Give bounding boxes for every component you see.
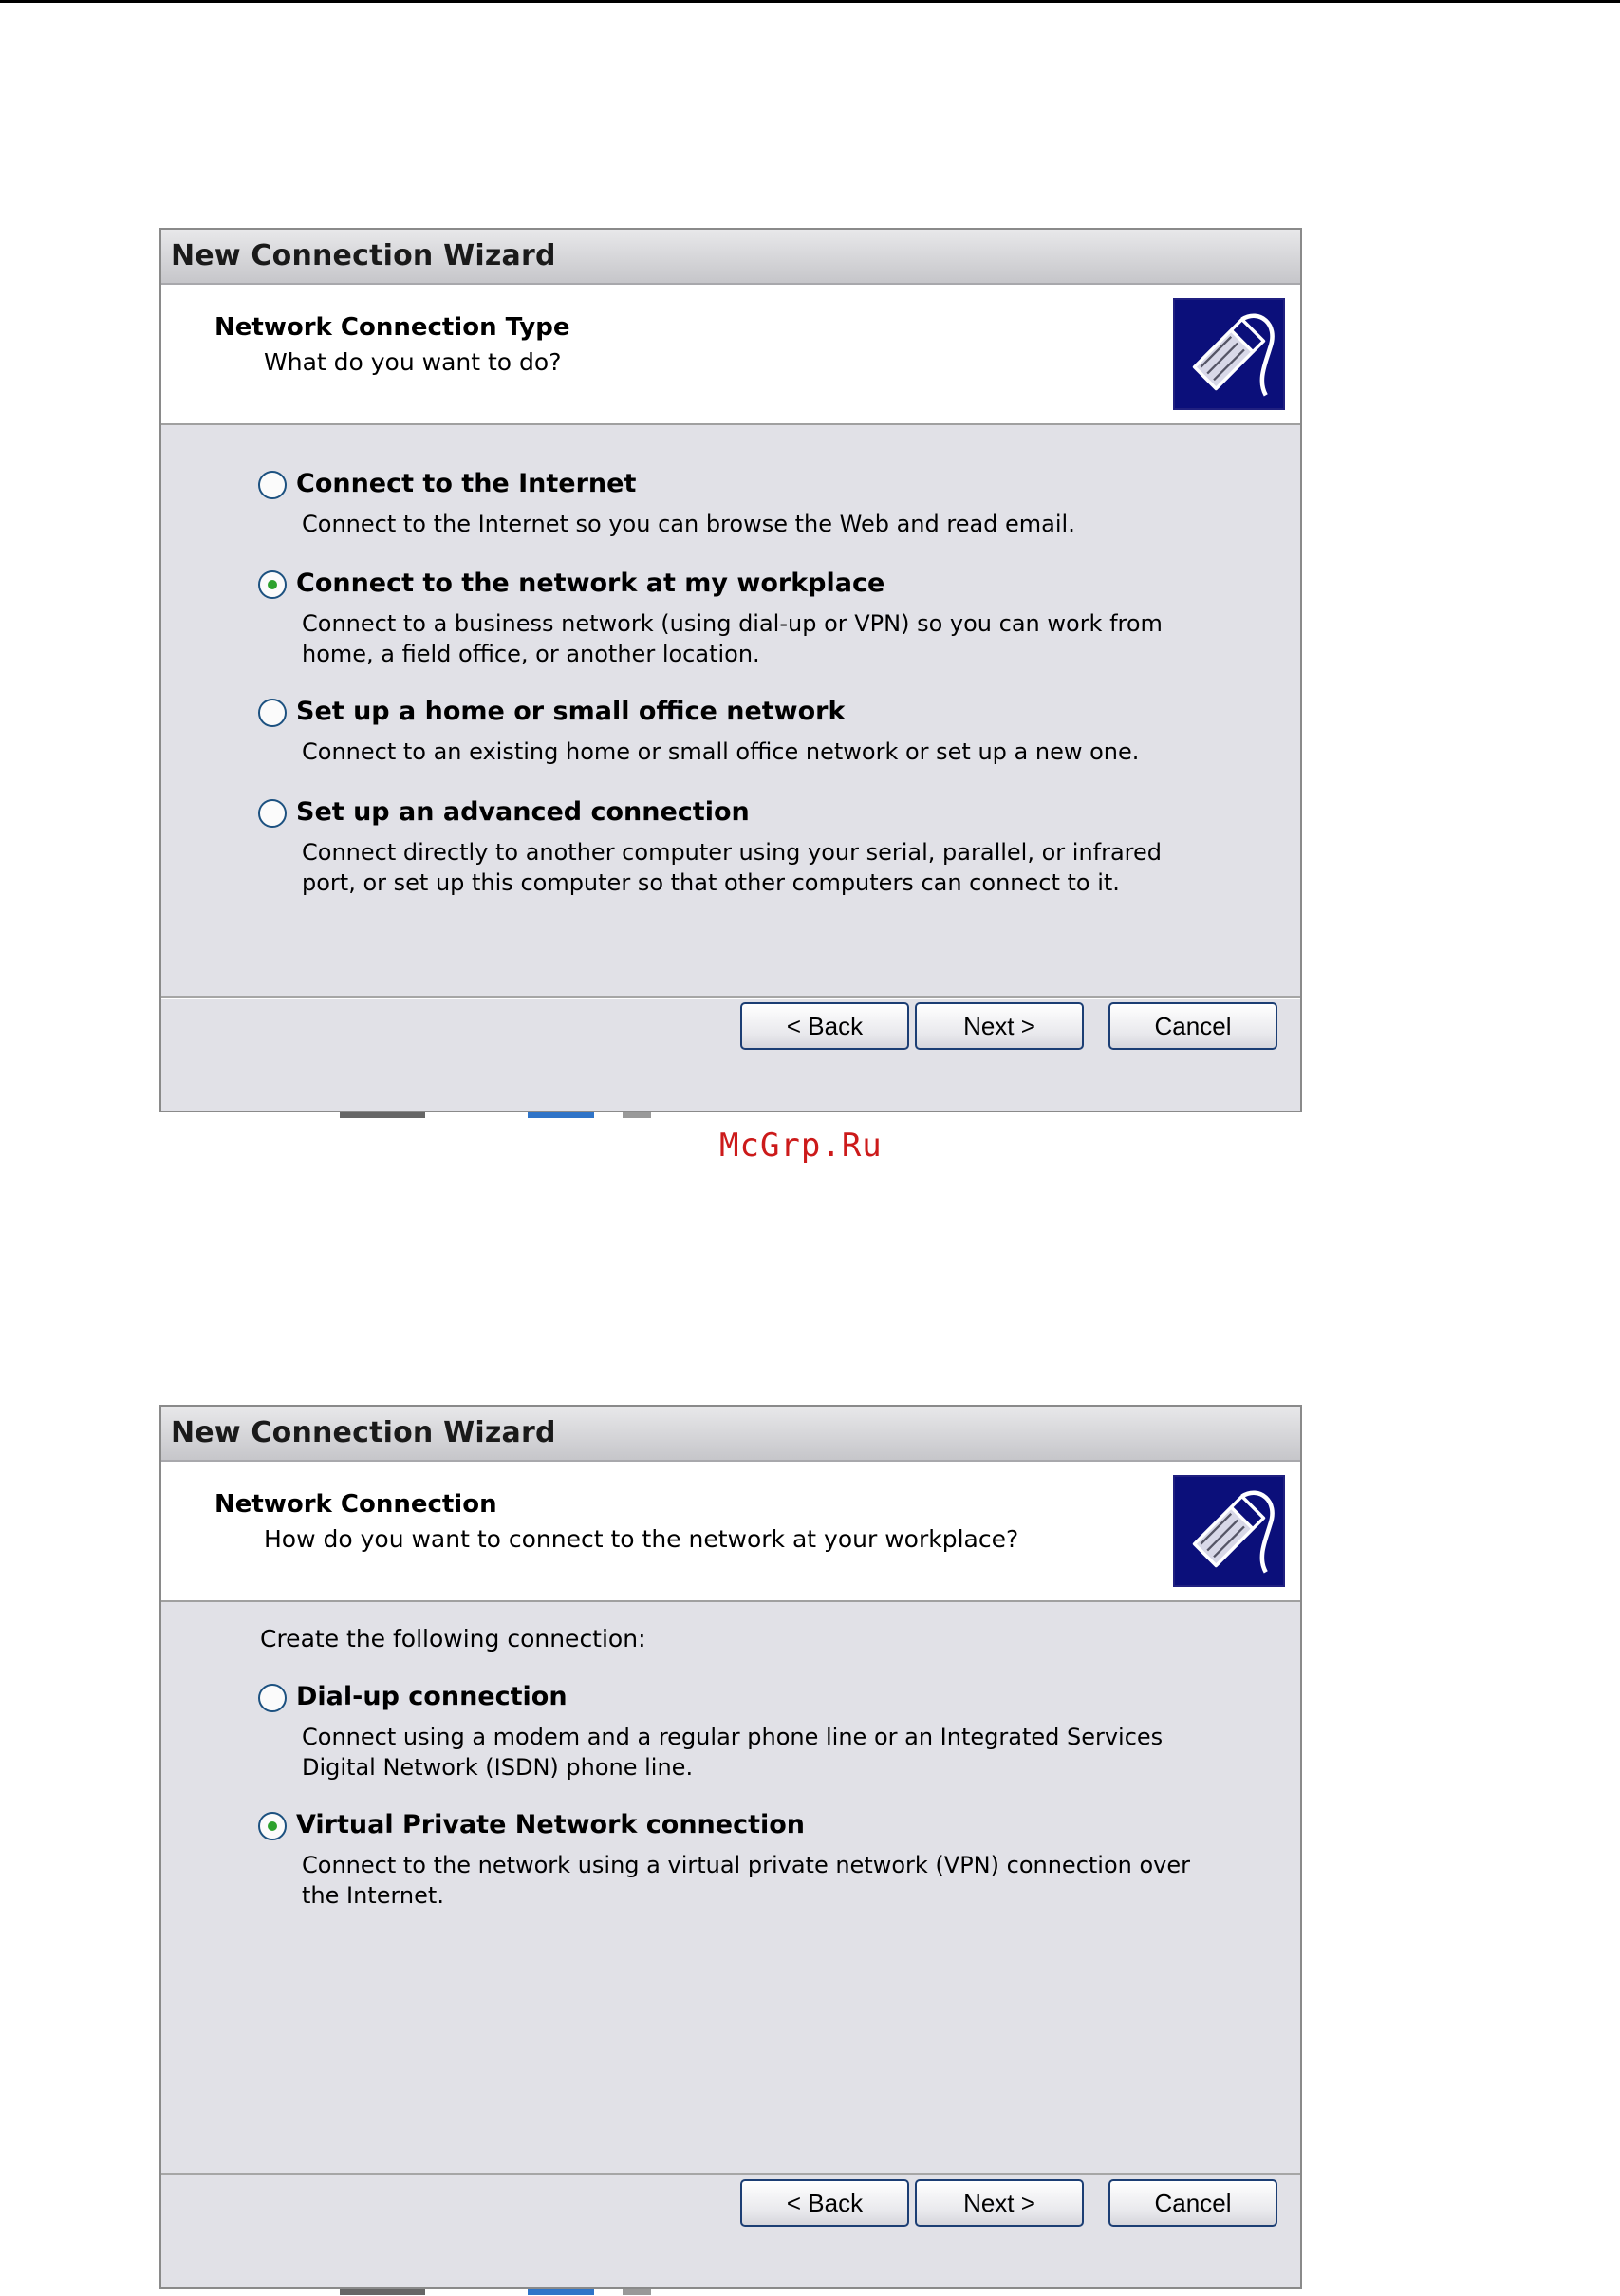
header-subtitle: What do you want to do? bbox=[264, 348, 562, 376]
radio-button[interactable] bbox=[258, 799, 287, 828]
header-title: Network Connection bbox=[214, 1490, 497, 1519]
wizard-header bbox=[161, 1462, 1300, 1602]
wizard-header bbox=[161, 285, 1300, 425]
option-description: Connect directly to another computer using your serial, parallel, or infrared port, or set up this computer so that other computers can connect to it. bbox=[302, 839, 1163, 896]
option-description: Connect to the network using a virtual private network (VPN) connection over the Internet. bbox=[302, 1852, 1191, 1909]
cancel-button[interactable]: Cancel bbox=[1108, 1002, 1277, 1050]
option-description: Connect to a business network (using dial-up or VPN) so you can work from home, a field office, or another location. bbox=[302, 610, 1163, 667]
network-plug-icon bbox=[1173, 298, 1285, 410]
option-label[interactable]: Connect to the network at my workplace bbox=[296, 569, 885, 598]
back-button[interactable]: < Back bbox=[740, 2179, 909, 2227]
option-description: Connect to the Internet so you can browse the Web and read email. bbox=[302, 511, 1075, 537]
wizard-body bbox=[161, 1602, 1300, 2174]
wizard-body bbox=[161, 425, 1300, 997]
back-button[interactable]: < Back bbox=[740, 1002, 909, 1050]
option-label[interactable]: Connect to the Internet bbox=[296, 469, 637, 498]
footer-divider bbox=[161, 2173, 1300, 2175]
wizard-dialog-network-connection bbox=[159, 1405, 1302, 2289]
header-subtitle: How do you want to connect to the network at your workplace? bbox=[264, 1525, 1019, 1553]
page-top-rule bbox=[0, 0, 1620, 3]
option-description: Connect to an existing home or small office network or set up a new one. bbox=[302, 738, 1140, 765]
radio-button[interactable] bbox=[258, 471, 287, 499]
option-description: Connect using a modem and a regular phone line or an Integrated Services Digital Network (ISDN) phone line. bbox=[302, 1724, 1164, 1781]
footer-divider bbox=[161, 996, 1300, 999]
screenshot-crop-edge bbox=[159, 1112, 1302, 1122]
next-button[interactable]: Next > bbox=[915, 2179, 1084, 2227]
screenshot-crop-edge bbox=[159, 2289, 1302, 2296]
option-label[interactable]: Virtual Private Network connection bbox=[296, 1810, 806, 1839]
network-plug-icon bbox=[1173, 1475, 1285, 1587]
wizard-dialog-connection-type bbox=[159, 228, 1302, 1112]
radio-button-selected[interactable] bbox=[258, 1812, 287, 1840]
window-title: New Connection Wizard bbox=[171, 1416, 556, 1449]
radio-button[interactable] bbox=[258, 1684, 287, 1712]
intro-text: Create the following connection: bbox=[260, 1625, 646, 1652]
radio-button[interactable] bbox=[258, 699, 287, 727]
watermark: McGrp.Ru bbox=[719, 1127, 883, 1165]
next-button[interactable]: Next > bbox=[915, 1002, 1084, 1050]
radio-button-selected[interactable] bbox=[258, 570, 287, 599]
window-title: New Connection Wizard bbox=[171, 239, 556, 272]
option-label[interactable]: Set up an advanced connection bbox=[296, 797, 750, 827]
title-bar[interactable] bbox=[161, 1407, 1300, 1462]
title-bar[interactable] bbox=[161, 230, 1300, 285]
option-label[interactable]: Dial-up connection bbox=[296, 1682, 568, 1711]
option-label[interactable]: Set up a home or small office network bbox=[296, 697, 846, 726]
header-title: Network Connection Type bbox=[214, 313, 570, 342]
cancel-button[interactable]: Cancel bbox=[1108, 2179, 1277, 2227]
